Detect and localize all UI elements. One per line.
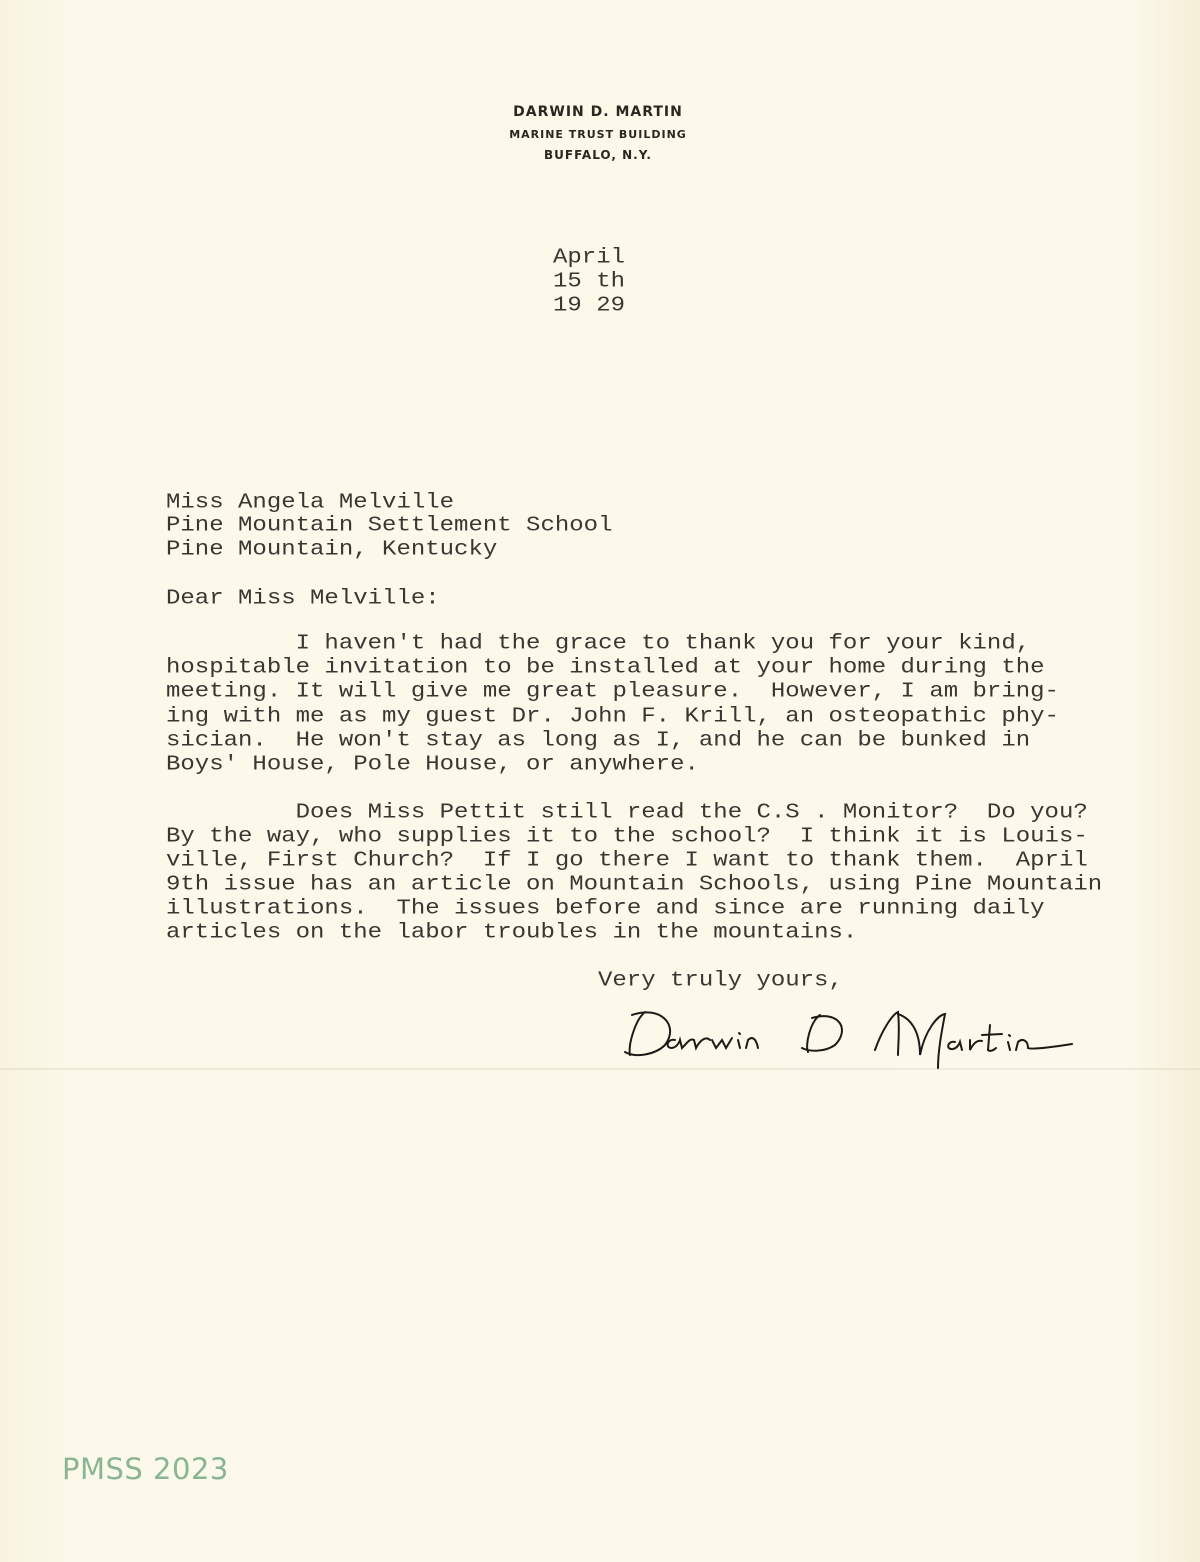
watermark: PMSS 2023 [62, 1452, 229, 1486]
body-line: Does Miss Pettit still read the C.S . Monitor? Do you? [166, 800, 1088, 825]
closing: Very truly yours, [598, 968, 843, 993]
address-line: Pine Mountain, Kentucky [166, 537, 498, 562]
body-line: 9th issue has an article on Mountain Schools, using Pine Mountain [166, 872, 1103, 897]
letterhead-city: BUFFALO, N.Y. [544, 148, 652, 162]
body-line: I haven't had the grace to thank you for your kind, [166, 631, 1031, 656]
body-line: ing with me as my guest Dr. John F. Krill, an osteopathic phy- [166, 704, 1059, 729]
handwritten-signature [620, 1000, 1090, 1075]
address-line: Miss Angela Melville [166, 490, 455, 515]
body-line: By the way, who supplies it to the school? I think it is Louis- [166, 824, 1088, 849]
salutation: Dear Miss Melville: [166, 586, 440, 611]
date-year: 19 29 [553, 293, 626, 318]
body-line: illustrations. The issues before and since are running daily [166, 896, 1045, 921]
body-line: ville, First Church? If I go there I want to thank them. April [166, 848, 1088, 873]
body-line: sician. He won't stay as long as I, and he can be bunked in [166, 728, 1031, 753]
letterhead-building: MARINE TRUST BUILDING [509, 128, 687, 141]
body-line: meeting. It will give me great pleasure. However, I am bring- [166, 679, 1059, 704]
address-line: Pine Mountain Settlement School [166, 513, 613, 538]
body-line: articles on the labor troubles in the mountains. [166, 920, 858, 945]
body-line: hospitable invitation to be installed at your home during the [166, 655, 1045, 680]
letterhead-name: DARWIN D. MARTIN [513, 104, 683, 120]
body-line: Boys' House, Pole House, or anywhere. [166, 752, 699, 777]
date-month: April [553, 245, 626, 270]
date-day: 15 th [553, 269, 626, 294]
